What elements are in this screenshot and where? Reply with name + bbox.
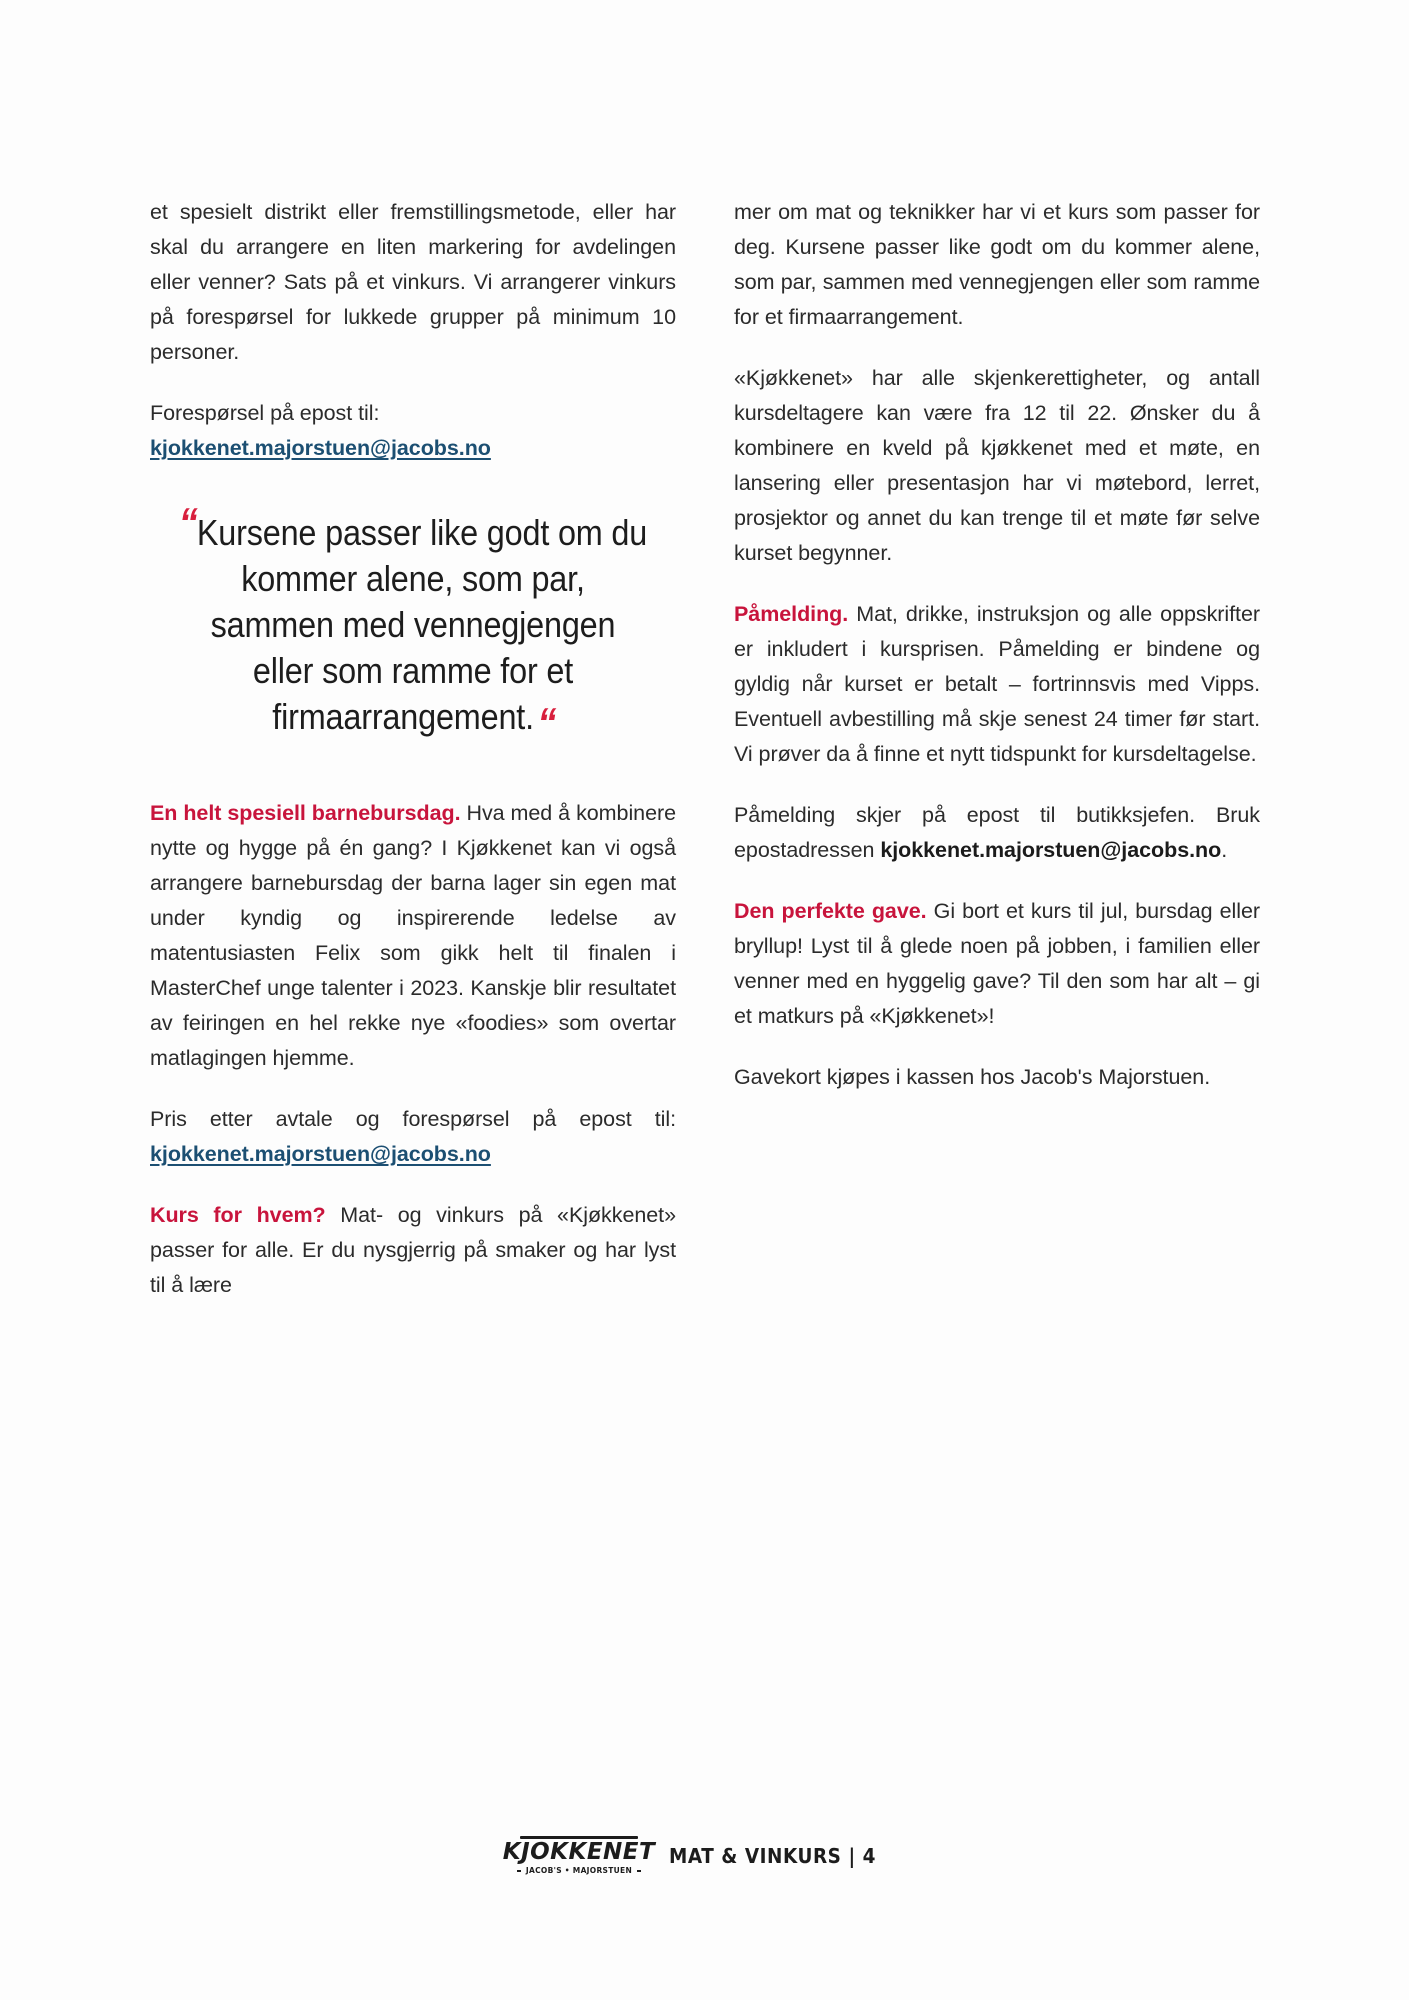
- right-paragraph-1: mer om mat og teknikker har vi et kurs som passer for deg. Kursene passer like godt om du kommer alene, som par, sammen med vennegjengen eller som ramme for et firmaarrangement.: [734, 200, 1260, 329]
- right-paragraph-gavekort: Gavekort kjøpes i kassen hos Jacob's Majorstuen.: [734, 1065, 1211, 1089]
- left-paragraph-kurs-for-hvem: [150, 1198, 676, 1303]
- heading-den-perfekte-gave: Den perfekte gave.: [734, 899, 927, 923]
- left-paragraph-barnebursdag: [150, 796, 676, 1076]
- email-link-jacobs-1[interactable]: kjokkenet.majorstuen@jacobs.no: [150, 436, 491, 460]
- left-email-lead: Forespørsel på epost til:: [150, 401, 380, 425]
- heading-pamelding: Påmelding.: [734, 602, 849, 626]
- right-paragraph-pamelding: [734, 597, 1260, 772]
- left-email-block: [150, 396, 676, 466]
- right-paragraph-gave-body: Gi bort et kurs til jul, bursdag eller bryllup! Lyst til å glede noen på jobben, i familien eller venner med en hyggelig gave? Til den som har alt – gi et matkurs på «Kjøkkenet»!: [734, 899, 1260, 1028]
- right-email-lead: Påmelding skjer på epost til butikksjefen. Bruk epostadressen: [734, 803, 1260, 862]
- kjokkenet-logo: [502, 1836, 656, 1875]
- logo-wordmark: KJOKKENET: [502, 1839, 656, 1865]
- two-column-layout: [150, 195, 1260, 1303]
- heading-kurs-for-hvem: Kurs for hvem?: [150, 1203, 326, 1227]
- pull-quote-text: “Kursene passer like godt om du kommer alene, som par, sammen med vennegjengen eller som ramme for et firmaarrangement.“: [178, 499, 648, 747]
- left-price-lead: Pris etter avtale og forespørsel på epost til:: [150, 1107, 676, 1131]
- left-column: [150, 195, 676, 1303]
- logo-subline: [517, 1866, 641, 1875]
- right-email-tail: .: [1221, 838, 1228, 862]
- right-paragraph-2: «Kjøkkenet» har alle skjenkerettigheter, og antall kursdeltagere kan være fra 12 til 22. Ønsker du å kombinere en kveld på kjøkkenet med et møte, en lansering eller presentasjon har vi møtebord, lerret, prosjektor og annet du kan trenge til et møte før selve kurset begynner.: [734, 366, 1260, 565]
- right-column: [734, 195, 1260, 1303]
- right-paragraph-gave: [734, 894, 1260, 1034]
- heading-barnebursdag: En helt spesiell barnebursdag.: [150, 801, 461, 825]
- pull-quote: [150, 499, 676, 747]
- left-price-block: [150, 1102, 676, 1172]
- right-paragraph-pamelding-body: Mat, drikke, instruksjon og alle oppskrifter er inkludert i kursprisen. Påmelding er bindene og gyldig når kurset er betalt – fortrinnsvis med Vipps. Eventuell avbestilling må skje senest 24 timer før start. Vi prøver da å finne et nytt tidspunkt for kursdeltagelse.: [734, 602, 1260, 766]
- logo-sub-rule-left: [517, 1870, 521, 1872]
- pull-quote-body: Kursene passer like godt om du kommer alene, som par, sammen med vennegjengen eller som ramme for et firmaarrangement.: [196, 512, 648, 737]
- logo-sub-rule-right: [637, 1870, 641, 1872]
- email-link-jacobs-2[interactable]: kjokkenet.majorstuen@jacobs.no: [150, 1142, 491, 1166]
- email-text-jacobs-3[interactable]: kjokkenet.majorstuen@jacobs.no: [880, 838, 1222, 862]
- left-paragraph-barnebursdag-body: Hva med å kombinere nytte og hygge på én gang? I Kjøkkenet kan vi også arrangere barnebursdag der barna lager sin egen mat under kyndig og inspirerende ledelse av matentusiasten Felix som gikk helt til finalen i MasterChef unge talenter i 2023. Kanskje blir resultatet av feiringen en hel rekke nye «foodies» som overtar matlagingen hjemme.: [150, 801, 676, 1070]
- logo-sub-text: JACOB'S • MAJORSTUEN: [525, 1866, 633, 1875]
- footer-section-label: MAT & VINKURS | 4: [668, 1843, 877, 1868]
- page-footer: [0, 1836, 1409, 1875]
- left-paragraph-1: et spesielt distrikt eller fremstillingsmetode, eller har skal du arrangere en liten markering for avdelingen eller venner? Sats på et vinkurs. Vi arrangerer vinkurs på forespørsel for lukkede grupper på minimum 10 personer.: [150, 200, 676, 364]
- right-email-block: [734, 798, 1260, 868]
- left-paragraph-kurs-for-hvem-body: Mat- og vinkurs på «Kjøkkenet» passer for alle. Er du nysgjerrig på smaker og har lyst til å lære: [150, 1203, 676, 1297]
